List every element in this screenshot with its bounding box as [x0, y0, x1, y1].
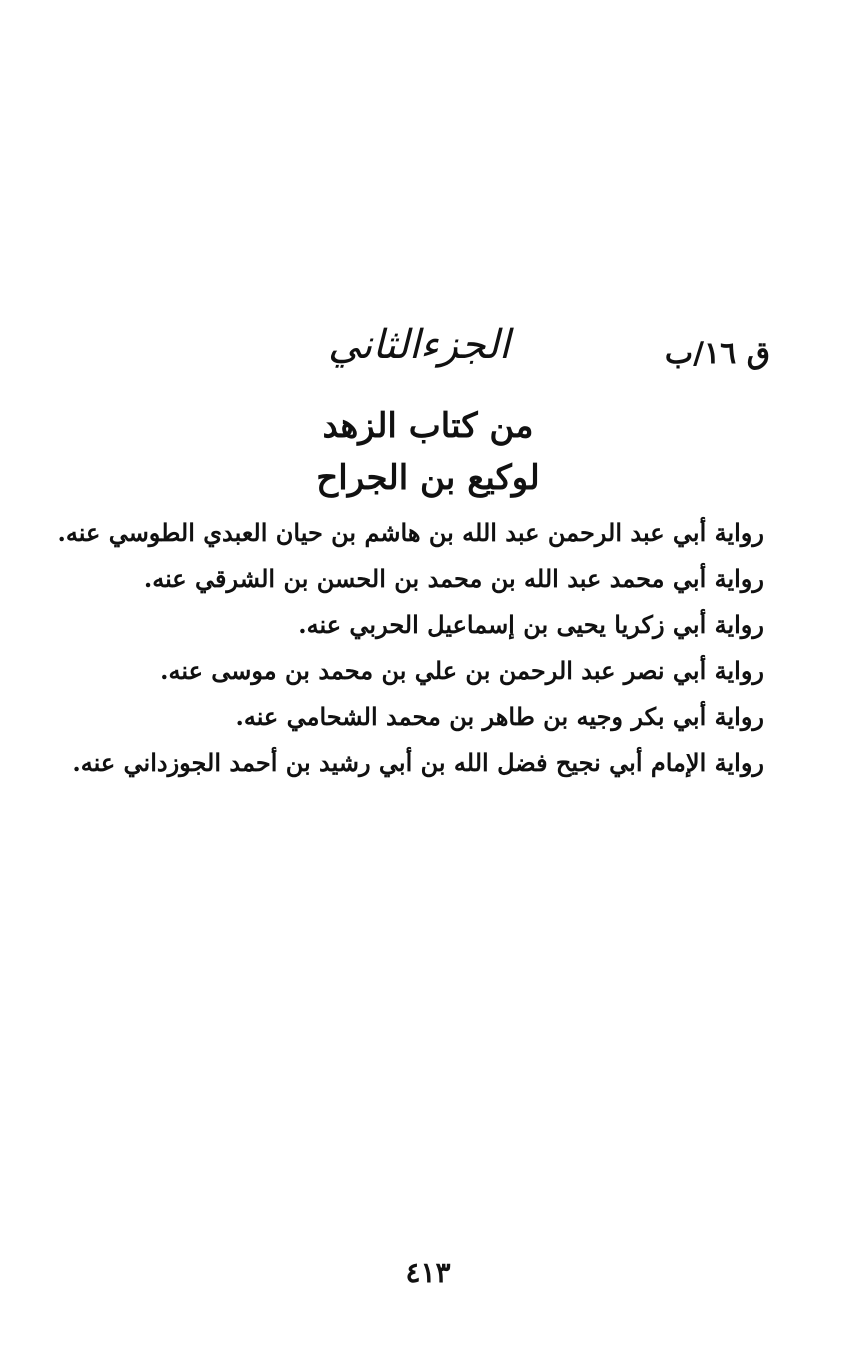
chain-line: رواية أبي بكر وجيه بن طاهر بن محمد الشحامي عنه.	[235, 702, 764, 731]
book-title	[0, 400, 856, 504]
book-title-line-2: لوكيع بن الجراح	[316, 458, 540, 498]
folio-reference: ق ١٦/ب	[664, 336, 770, 371]
transmission-chains	[57, 510, 764, 786]
chain-line: رواية الإمام أبي نجيح فضل الله بن أبي رشيد بن أحمد الجوزداني عنه.	[72, 748, 764, 777]
page-number: ٤١٣	[405, 1256, 451, 1289]
part-title: الجزءالثاني	[327, 322, 510, 368]
chain-line: رواية أبي زكريا يحيى بن إسماعيل الحربي عنه.	[298, 610, 764, 639]
chain-line: رواية أبي محمد عبد الله بن محمد بن الحسن بن الشرقي عنه.	[143, 564, 764, 593]
book-title-line-1: من كتاب الزهد	[322, 406, 534, 446]
chain-line: رواية أبي عبد الرحمن عبد الله بن هاشم بن حيان العبدي الطوسي عنه.	[57, 518, 764, 547]
chain-line: رواية أبي نصر عبد الرحمن بن علي بن محمد بن موسى عنه.	[160, 656, 764, 685]
page-header	[120, 322, 770, 382]
